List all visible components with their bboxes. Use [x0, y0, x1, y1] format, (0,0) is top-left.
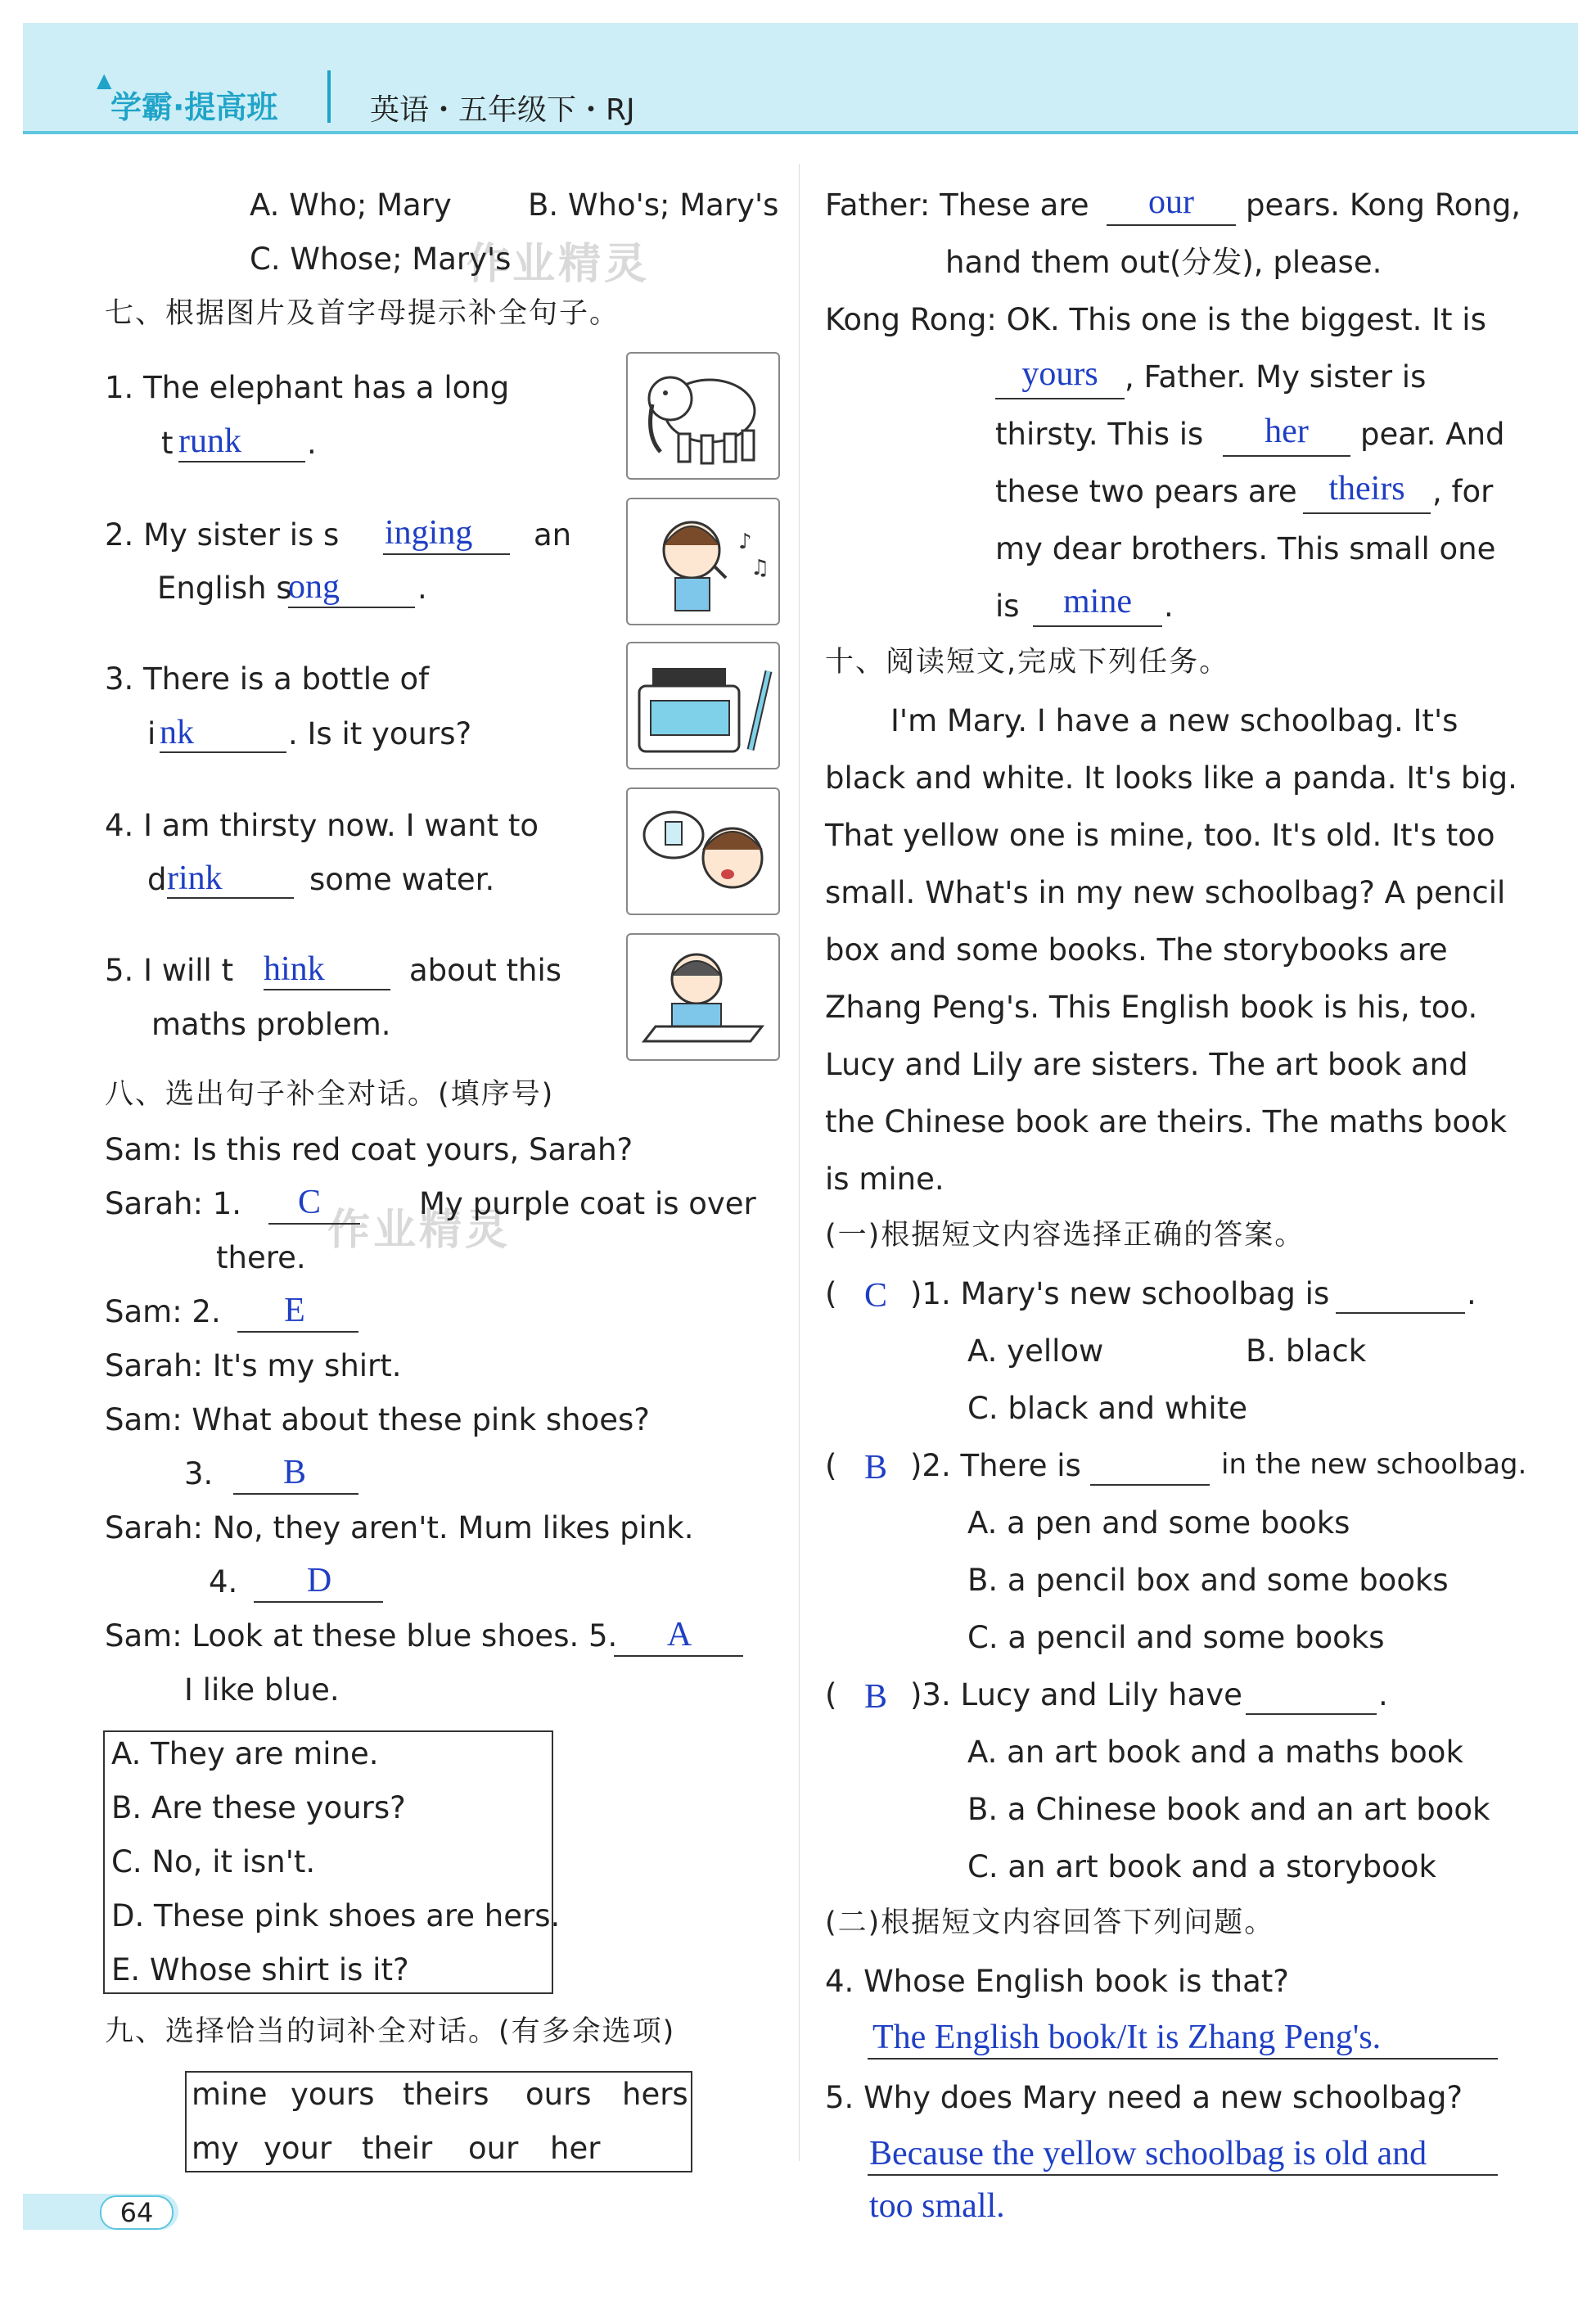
r-q3-option-c: C. an art book and a storybook — [967, 1849, 1436, 1884]
s9-answer3: her — [1265, 413, 1309, 450]
s7-q1-answer: runk — [178, 422, 241, 460]
s7-q5-line1b: about this — [409, 953, 562, 988]
s9-blank3 — [1223, 455, 1350, 457]
s7-q1-post: . — [307, 426, 317, 461]
s9-blank2 — [995, 398, 1125, 399]
s7-q5-answer: hink — [264, 950, 325, 988]
s8-line9: Sam: Look at these blue shoes. 5. — [105, 1618, 618, 1654]
svg-text:♫: ♫ — [751, 556, 770, 580]
header-divider — [23, 131, 1578, 134]
r-q1-option-a: A. yellow — [967, 1333, 1104, 1369]
s7-q2-answer2: ong — [288, 568, 340, 606]
r-q1-answer: C — [863, 1277, 887, 1315]
s9-word: your — [264, 2131, 332, 2166]
passage-line: box and some books. The storybooks are — [825, 932, 1448, 968]
r-q1-option-b: B. black — [1246, 1333, 1367, 1369]
s8-answer5: A — [666, 1616, 692, 1654]
s8-line6: 3. — [184, 1456, 214, 1491]
s7-q4-post: some water. — [309, 862, 495, 897]
s9-line1b: pears. Kong Rong, — [1246, 187, 1522, 223]
arrow-up-icon — [327, 70, 331, 123]
s9-word: their — [362, 2131, 433, 2166]
paren-open: ( — [825, 1276, 837, 1311]
s7-q2-prefix: English s — [157, 571, 292, 606]
r-q2-option-c: C. a pencil and some books — [967, 1620, 1385, 1655]
s8-blank4 — [254, 1601, 383, 1603]
r-q4-question: 4. Whose English book is that? — [825, 1964, 1289, 1999]
r-q2-option-b: B. a pencil box and some books — [967, 1563, 1449, 1598]
part1-title: (一)根据短文内容选择正确的答案。 — [825, 1219, 1305, 1252]
s9-word: ours — [525, 2077, 592, 2112]
passage-line: black and white. It looks like a panda. It's big. — [825, 760, 1517, 796]
r-q5-answer-underline — [868, 2174, 1498, 2176]
s7-q1-blank — [178, 461, 305, 462]
s7-q3-line1: 3. There is a bottle of — [105, 661, 430, 697]
s7-q3-prefix: i — [147, 716, 156, 751]
s9-blank4 — [1303, 512, 1431, 514]
r-q3-stem: )3. Lucy and Lily have — [910, 1677, 1242, 1712]
s7-q4-answer: rink — [167, 859, 223, 897]
s9-word: my — [192, 2131, 239, 2166]
s7-q2-line1a: 2. My sister is s — [105, 517, 340, 553]
r-q2-answer: B — [863, 1449, 887, 1487]
s8-blank1 — [268, 1223, 360, 1225]
s7-q5-blank — [264, 989, 390, 990]
s7-q2-answer1: inging — [385, 514, 473, 552]
graduation-cap-icon: ▲ — [97, 69, 112, 92]
s9-blank5 — [1033, 625, 1162, 627]
s9-answer2: yours — [1021, 355, 1098, 393]
r-q1-blank — [1336, 1312, 1465, 1314]
s9-line1a: Father: These are — [825, 187, 1089, 223]
r-q1-stem: )1. Mary's new schoolbag is — [910, 1276, 1330, 1311]
page-number: 64 — [100, 2195, 174, 2230]
s9-line4b: , Father. My sister is — [1125, 359, 1427, 395]
header-subtitle: 英语・五年级下・RJ — [370, 93, 635, 127]
s8-option: D. These pink shoes are hers. — [111, 1898, 561, 1933]
s8-line2b: My purple coat is over — [419, 1186, 756, 1221]
s8-line2c: there. — [216, 1240, 306, 1275]
s7-q2-line1b: an — [534, 517, 572, 553]
option-c: C. Whose; Mary's — [250, 241, 512, 277]
s9-line8b: . — [1164, 589, 1174, 624]
watermark: 作业精灵 — [467, 240, 651, 289]
s8-option: A. They are mine. — [111, 1736, 379, 1771]
passage-line: That yellow one is mine, too. It's old. It's too — [825, 818, 1495, 853]
paren-open: ( — [825, 1448, 837, 1483]
s8-option: E. Whose shirt is it? — [111, 1952, 409, 1987]
elephant-picture — [626, 352, 780, 480]
s9-line3: Kong Rong: OK. This one is the biggest. It is — [825, 302, 1486, 337]
ink-bottle-picture — [626, 642, 780, 769]
s7-q5-line1a: 5. I will t — [105, 953, 234, 988]
thirsty-boy-picture — [626, 787, 780, 915]
s8-blank5 — [614, 1655, 743, 1657]
s9-line8a: is — [995, 589, 1020, 624]
r-q3-option-b: B. a Chinese book and an art book — [967, 1792, 1490, 1827]
s8-answer3: B — [282, 1454, 306, 1491]
s9-line5a: thirsty. This is — [995, 417, 1204, 452]
passage-line: the Chinese book are theirs. The maths book — [825, 1104, 1508, 1139]
s8-line1: Sam: Is this red coat yours, Sarah? — [105, 1132, 633, 1167]
option-a: A. Who; Mary — [250, 187, 452, 223]
r-q5-answer-line1: Because the yellow schoolbag is old and — [869, 2135, 1427, 2172]
s8-answer2: E — [284, 1292, 305, 1329]
s7-q4-blank — [167, 897, 294, 899]
s8-answer4: D — [306, 1562, 332, 1599]
option-b: B. Who's; Mary's — [528, 187, 779, 223]
s8-option: C. No, it isn't. — [111, 1844, 316, 1879]
r-q3-blank — [1246, 1713, 1377, 1715]
s8-line5: Sam: What about these pink shoes? — [105, 1402, 650, 1437]
passage-line: Zhang Peng's. This English book is his, too. — [825, 990, 1478, 1025]
s7-q2-blank2 — [288, 607, 415, 608]
s9-word: her — [550, 2131, 601, 2166]
s7-q2-post: . — [417, 571, 427, 606]
s8-blank3 — [233, 1493, 358, 1495]
passage-line: is mine. — [825, 1162, 945, 1197]
s7-q2-blank1 — [383, 553, 510, 555]
svg-text:♪: ♪ — [738, 530, 752, 554]
singing-girl-picture — [626, 498, 780, 625]
r-q2-option-a: A. a pen and some books — [967, 1505, 1350, 1541]
r-q3-end: . — [1378, 1677, 1388, 1712]
thinking-boy-picture — [626, 933, 780, 1061]
s7-q1-prefix: t — [161, 426, 174, 461]
s9-answer4: theirs — [1328, 470, 1405, 508]
s8-answer1: C — [297, 1184, 321, 1221]
r-q4-answer-line — [868, 2058, 1498, 2060]
s8-line8: 4. — [209, 1564, 238, 1599]
section-10-title: 十、阅读短文,完成下列任务。 — [825, 646, 1230, 679]
s7-q3-answer: nk — [160, 714, 194, 751]
s7-q3-blank — [160, 751, 286, 753]
s9-word: hers — [622, 2077, 688, 2112]
passage-line: Lucy and Lily are sisters. The art book and — [825, 1047, 1468, 1082]
s7-q5-line2: maths problem. — [151, 1007, 391, 1042]
s9-line6a: these two pears are — [995, 474, 1297, 509]
paren-open: ( — [825, 1677, 837, 1712]
s8-blank2 — [237, 1331, 358, 1333]
s7-q4-prefix: d — [147, 862, 167, 897]
r-q1-end: . — [1467, 1276, 1477, 1311]
r-q2-end: in the new schoolbag. — [1221, 1448, 1527, 1481]
r-q1-option-c: C. black and white — [967, 1391, 1247, 1426]
section-7-title: 七、根据图片及首字母提示补全句子。 — [105, 297, 620, 330]
s8-line3: Sam: 2. — [105, 1294, 221, 1329]
s9-line2: hand them out(分发), please. — [945, 245, 1382, 280]
s9-answer1: our — [1148, 183, 1194, 221]
s8-line4: Sarah: It's my shirt. — [105, 1348, 402, 1383]
s9-line7: my dear brothers. This small one — [995, 531, 1496, 566]
s7-q1-line1: 1. The elephant has a long — [105, 370, 510, 405]
s9-word: yours — [291, 2077, 375, 2112]
s8-option: B. Are these yours? — [111, 1790, 406, 1825]
s7-q4-line1: 4. I am thirsty now. I want to — [105, 808, 539, 843]
r-q4-answer: The English book/It is Zhang Peng's. — [872, 2019, 1382, 2056]
s8-line10: I like blue. — [184, 1672, 340, 1708]
s9-word: theirs — [403, 2077, 489, 2112]
r-q2-blank — [1090, 1484, 1210, 1486]
section-9-title: 九、选择恰当的词补全对话。(有多余选项) — [105, 2015, 676, 2048]
passage-line: small. What's in my new schoolbag? A pencil — [825, 875, 1506, 910]
r-q3-answer: B — [863, 1678, 887, 1716]
s9-line5b: pear. And — [1360, 417, 1505, 452]
s9-word: our — [468, 2131, 519, 2166]
s9-word: mine — [192, 2077, 268, 2112]
s9-blank1 — [1107, 224, 1236, 226]
r-q5-answer-line2: too small. — [869, 2187, 1005, 2225]
passage-line: I'm Mary. I have a new schoolbag. It's — [890, 703, 1458, 738]
column-divider — [799, 164, 800, 2161]
part2-title: (二)根据短文内容回答下列问题。 — [825, 1906, 1275, 1939]
header-brand: 学霸·提高班 — [110, 89, 278, 125]
s9-answer5: mine — [1063, 583, 1132, 620]
r-q2-stem: )2. There is — [910, 1448, 1081, 1483]
s8-line7: Sarah: No, they aren't. Mum likes pink. — [105, 1510, 694, 1545]
section-8-title: 八、选出句子补全对话。(填序号) — [105, 1078, 555, 1111]
watermark: 作业精灵 — [327, 1206, 512, 1255]
r-q5-question: 5. Why does Mary need a new schoolbag? — [825, 2080, 1463, 2115]
s8-line2a: Sarah: 1. — [105, 1186, 242, 1221]
s7-q3-post: . Is it yours? — [288, 716, 472, 751]
s9-line6b: , for — [1432, 474, 1494, 509]
r-q3-option-a: A. an art book and a maths book — [967, 1735, 1463, 1770]
